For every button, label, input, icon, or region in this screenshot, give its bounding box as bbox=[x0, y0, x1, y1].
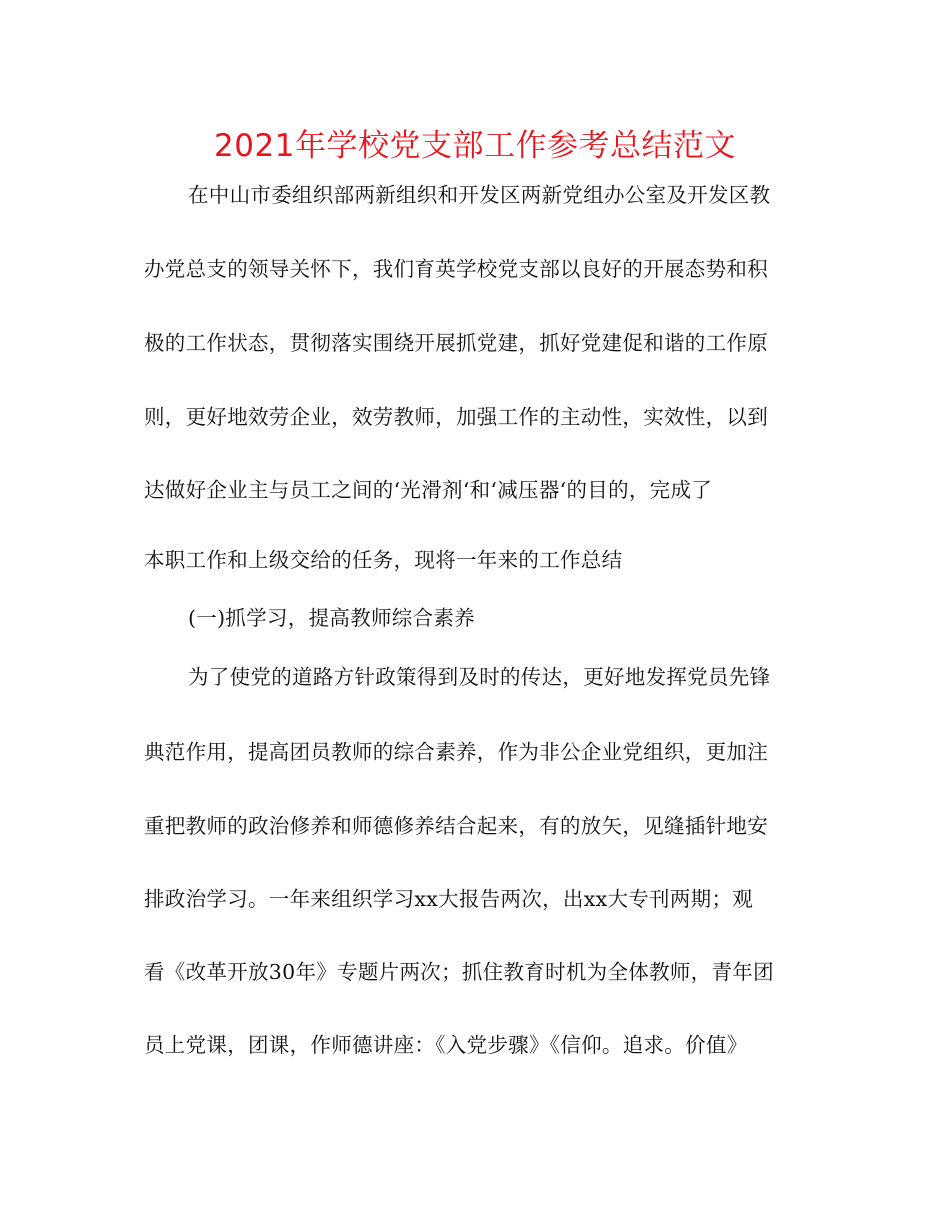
paragraph-line: 重把教师的政治修养和师德修养结合起来，有的放矢，见缝插针地安 bbox=[144, 814, 768, 838]
paragraph-line: 本职工作和上级交给的任务，现将一年来的工作总结 bbox=[144, 548, 623, 572]
paragraph-line: 达做好企业主与员工之间的‘光滑剂‘和‘减压器‘的目的，完成了 bbox=[144, 478, 713, 502]
paragraph-line: 为了使党的道路方针政策得到及时的传达，更好地发挥党员先锋 bbox=[188, 665, 771, 689]
paragraph-line: 排政治学习。一年来组织学习xx大报告两次，出xx大专刊两期；观 bbox=[144, 887, 754, 911]
section-heading: (一)抓学习，提高教师综合素养 bbox=[188, 606, 475, 630]
paragraph-line: 在中山市委组织部两新组织和开发区两新党组办公室及开发区教 bbox=[188, 183, 771, 207]
paragraph-line: 看《改革开放30年》专题片两次；抓住教育时机为全体教师，青年团 bbox=[144, 960, 774, 984]
paragraph-line: 则，更好地效劳企业，效劳教师，加强工作的主动性，实效性，以到 bbox=[144, 405, 768, 429]
paragraph-line: 办党总支的领导关怀下，我们育英学校党支部以良好的开展态势和积 bbox=[144, 257, 768, 281]
document-title: 2021年学校党支部工作参考总结范文 bbox=[214, 128, 736, 164]
paragraph-line: 典范作用，提高团员教师的综合素养，作为非公企业党组织，更加注 bbox=[144, 740, 768, 764]
paragraph-line: 员上党课，团课，作师德讲座：《入党步骤》《信仰。追求。价值》 bbox=[144, 1033, 748, 1057]
paragraph-line: 极的工作状态，贯彻落实围绕开展抓党建，抓好党建促和谐的工作原 bbox=[144, 331, 768, 355]
